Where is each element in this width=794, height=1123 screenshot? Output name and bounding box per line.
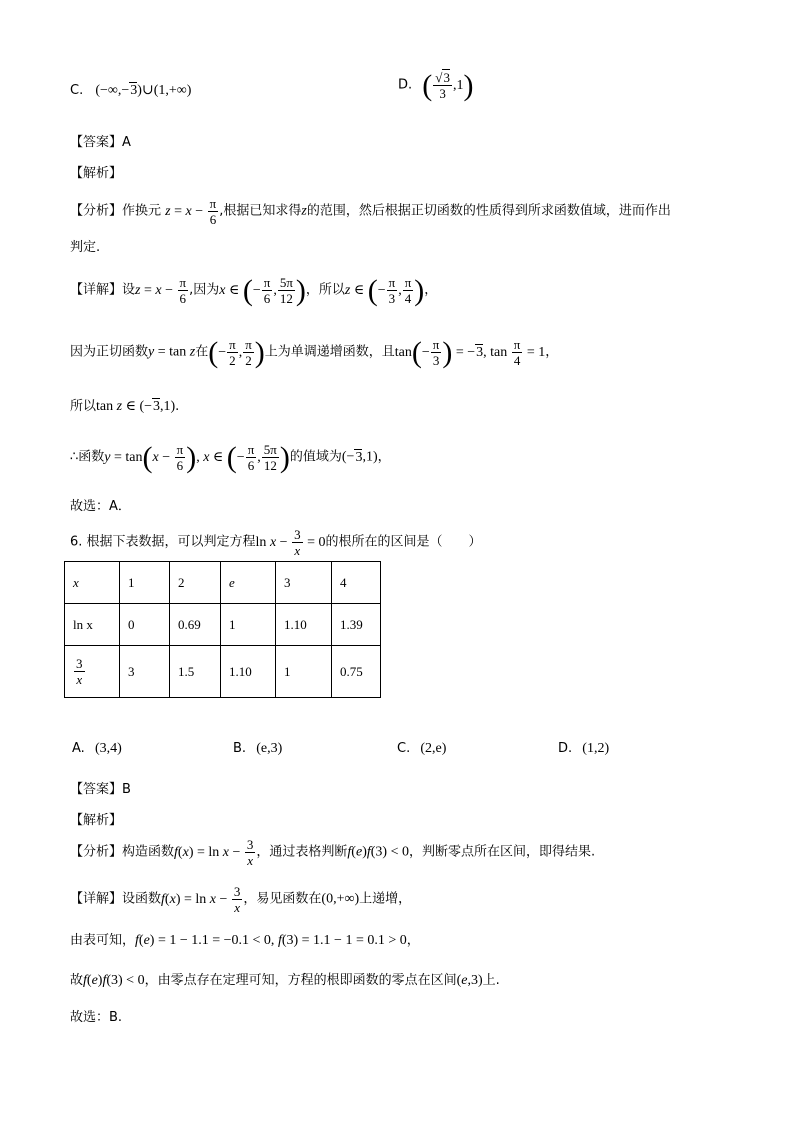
data-table — [64, 561, 381, 698]
math-expr: y = tan z — [148, 344, 196, 360]
option-label: D. — [558, 741, 573, 756]
math-expr: f(e)f(3) < 0 — [83, 973, 145, 988]
option-c-expression: (−∞,−3)∪(1,+∞) — [95, 83, 192, 98]
text: 由表可知， — [70, 933, 136, 948]
stem-text: 6. 根据下表数据，可以判定方程 — [70, 534, 256, 550]
xiangjie-line-6-3 — [70, 969, 500, 989]
text: 上为单调递增函数，且 — [264, 344, 395, 360]
math-expr: f(e) = 1 − 1.1 = −0.1 < 0, f(3) = 1.1 − 1 = 0.1 > 0 — [135, 933, 407, 948]
option-c — [70, 82, 191, 99]
option-value: (2,e) — [420, 741, 447, 756]
table-cell: 4 — [332, 562, 381, 604]
math-expr: z = x − $\frac{\pi}{6}$ — [135, 275, 187, 306]
text: 的值域为 — [289, 449, 342, 465]
equation: ln x − $\frac{3}{x}$ = 0 — [255, 527, 326, 558]
fenxi-tag: 【分析】 — [70, 203, 123, 219]
text: 上. — [482, 973, 500, 988]
math-expr: f(e)f(3) < 0 — [347, 844, 409, 860]
table-cell: 0.69 — [170, 604, 221, 646]
analysis-tag: 【解析】 — [70, 166, 123, 181]
option-value: (3,4) — [94, 741, 122, 756]
option-value: (1,2) — [582, 741, 610, 756]
table-cell: 3 — [276, 562, 332, 604]
table-cell: 1.10 — [221, 646, 276, 698]
option-value: (e,3) — [256, 741, 283, 756]
text: 故 — [70, 973, 84, 988]
option-c-label: C. — [70, 83, 84, 98]
answer-tag: 【答案】A — [70, 135, 131, 150]
option-label: B. — [233, 741, 247, 756]
math-expr: (0,+∞) — [321, 891, 360, 907]
option-label: A. — [72, 741, 85, 756]
var-z: z — [301, 203, 307, 219]
math-expr: (− $\frac{\pi}{2}$ , $\frac{\pi}{2}$ ) — [208, 335, 265, 369]
table-row — [65, 604, 381, 646]
table-cell: 1 — [221, 604, 276, 646]
text: ∴函数 — [70, 449, 105, 465]
xiangjie-tag: 【详解】 — [70, 282, 123, 298]
table-cell: e — [221, 562, 276, 604]
table-row — [65, 562, 381, 604]
fenxi-tag: 【分析】 — [70, 844, 123, 860]
text: 所以 — [70, 399, 97, 414]
option-d — [398, 70, 473, 101]
fenxi-text-cont: 判定. — [70, 240, 101, 255]
xiangjie-line-1: 【详解】设z = x − $\frac{\pi}{6}$ ,因为x ∈ (− $\frac{\pi}{6}$ , $\frac{5\pi}{12}$ )，所以z ∈ (− $\frac{\pi}{3}$ , $\frac{\pi}{4}$ )， — [70, 273, 438, 307]
math-expr: (e,3) — [456, 973, 483, 988]
text: 在 — [195, 344, 209, 360]
conclusion-b: 故选：B. — [70, 1010, 123, 1025]
conclusion-a: 故选：A． — [70, 499, 131, 514]
table-cell: 1.5 — [170, 646, 221, 698]
math-expr: (−3,1) — [341, 449, 378, 465]
fenxi-line-6 — [70, 837, 595, 868]
math-expr: y = tan(x − $\frac{\pi}{6}$ ), x ∈ (− $\frac{\pi}{6}$ , $\frac{5\pi}{12}$ ) — [104, 440, 290, 474]
xiangjie-tag: 【详解】 — [70, 891, 123, 907]
analysis-tag-6: 【解析】 — [70, 813, 123, 828]
fenxi-text: 作换元 — [122, 203, 162, 219]
option-d6 — [558, 741, 609, 757]
text: 上递增， — [359, 891, 412, 907]
text: 构造函数 — [122, 844, 175, 860]
xiangjie-line-2: 因为正切函数y = tan z在(− $\frac{\pi}{2}$ , $\frac{\pi}{2}$ )上为单调递增函数，且tan(− $\frac{\pi}{3}$ ) = −3, tan $\frac{\pi}{4}$ = 1， — [70, 335, 559, 369]
fenxi-text: 的范围，然后根据正切函数的性质得到所求函数值域，进而作出 — [306, 203, 671, 219]
table-cell: ln x — [65, 604, 120, 646]
option-d-label: D. — [398, 77, 413, 93]
option-b — [233, 741, 282, 757]
text: ，所以 — [305, 282, 345, 298]
table-cell: 1.10 — [276, 604, 332, 646]
fenxi-text: ,根据已知求得 — [219, 203, 302, 219]
text: 设 — [122, 282, 136, 298]
text: 设函数 — [122, 891, 162, 907]
answer-tag-6: 【答案】B — [70, 782, 131, 797]
text: ，由零点存在定理可知，方程的根即函数的零点在区间 — [144, 973, 457, 988]
table-cell: 1.39 — [332, 604, 381, 646]
option-a — [72, 741, 122, 757]
fraction-numerator: 3 — [76, 656, 83, 671]
option-c6 — [397, 741, 446, 757]
table-cell — [65, 646, 120, 698]
math-expr: f(x) = ln x − $\frac{3}{x}$ — [161, 884, 241, 915]
xiangjie-line-6-2: 由表可知，f(e) = 1 − 1.1 = −0.1 < 0, f(3) = 1.1 − 1 = 0.1 > 0， — [70, 933, 420, 948]
xiangjie-line-4: ∴函数y = tan(x − $\frac{\pi}{6}$ ), x ∈ (− $\frac{\pi}{6}$ , $\frac{5\pi}{12}$ )的值域为(−3,1)， — [70, 440, 391, 474]
table-cell: 1 — [120, 562, 170, 604]
table-cell: 1 — [276, 646, 332, 698]
text: 因为正切函数 — [70, 344, 149, 360]
question-6-stem — [70, 527, 481, 558]
math-expr: f(x) = ln x − $\frac{3}{x}$ — [174, 837, 254, 868]
option-label: C. — [397, 741, 411, 756]
fraction-denominator: x — [76, 672, 83, 687]
xiangjie-line-3: 所以tan z ∈ (−3,1). — [70, 399, 180, 414]
table-cell: 0 — [120, 604, 170, 646]
math-expr: tan z ∈ (−3,1) — [96, 399, 176, 414]
stem-text: 的根所在的区间是（ ） — [325, 534, 482, 550]
table-row — [65, 646, 381, 698]
substitution-expr: z = x − $\frac{\pi}{6}$ — [165, 196, 217, 227]
table-cell: 0.75 — [332, 646, 381, 698]
table-cell: x — [65, 562, 120, 604]
math-expr: tan(− $\frac{\pi}{3}$ ) = −3, tan $\frac{\pi}{4}$ = 1 — [394, 335, 546, 369]
text: ,因为 — [189, 282, 220, 298]
text: ，易见函数在 — [243, 891, 322, 907]
fenxi-line — [70, 196, 671, 227]
text: ，通过表格判断 — [256, 844, 348, 860]
math-expr: z ∈ (− $\frac{\pi}{3}$ , $\frac{\pi}{4}$ ) — [344, 273, 425, 307]
math-expr: x ∈ (− $\frac{\pi}{6}$ , $\frac{5\pi}{12}$ ) — [219, 273, 306, 307]
xiangjie-line-6-1 — [70, 884, 411, 915]
text: ，判断零点所在区间，即得结果. — [408, 844, 596, 860]
table-cell: 3 — [120, 646, 170, 698]
option-d-expression: ( $\frac{√3}{3}$ ,1) — [422, 68, 474, 102]
table-cell: 2 — [170, 562, 221, 604]
